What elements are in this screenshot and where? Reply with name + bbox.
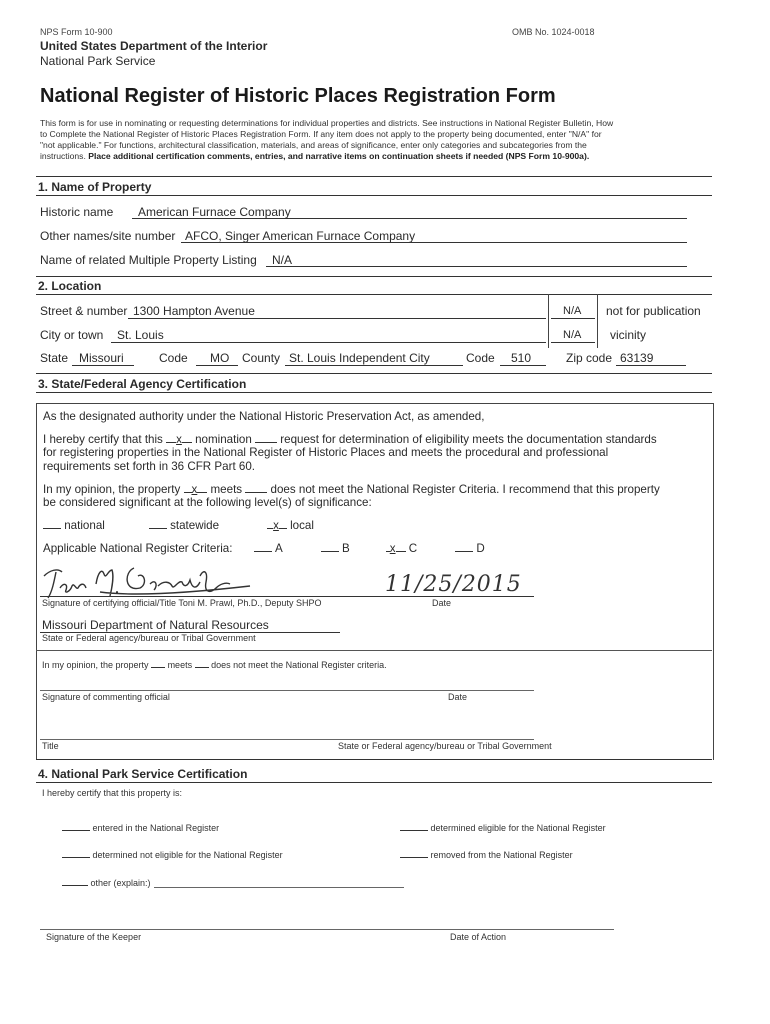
field-underline — [132, 218, 687, 219]
title-agency-caption: State or Federal agency/bureau or Tribal Government — [338, 741, 552, 751]
certify-text: request for determination of eligibility meets the documentation standards — [277, 433, 657, 446]
option-other-label: other (explain:) — [90, 878, 151, 888]
section-4-heading: 4. National Park Service Certification — [38, 767, 248, 781]
instructions-line: "not applicable." For functions, architectural classification, materials, and areas of significance, enter only categories and subcategories from the — [40, 140, 587, 150]
field-underline — [181, 242, 687, 243]
signature-line — [40, 739, 534, 740]
state-value: Missouri — [79, 351, 124, 365]
instructions-text: instructions. — [40, 151, 89, 161]
mpl-label: Name of related Multiple Property Listing — [40, 253, 257, 267]
omb-number: OMB No. 1024-0018 — [512, 27, 595, 37]
title-caption: Title — [42, 741, 59, 751]
meets-check: x — [191, 483, 198, 496]
divider — [36, 195, 712, 196]
criteria-c: C — [408, 542, 418, 555]
commenting-date-caption: Date — [448, 692, 468, 702]
date-of-action-caption: Date of Action — [450, 932, 507, 942]
field-underline — [551, 342, 595, 343]
certify-line-1 — [43, 432, 657, 447]
street-na: N/A — [563, 305, 582, 317]
opinion-text: does not meet the National Register Criteria. I recommend that this property — [267, 483, 660, 496]
divider — [36, 276, 712, 277]
certify-line-2: for registering properties in the National Register of Historic Places and meets the procedural and professional — [43, 446, 609, 459]
not-for-publication-label: not for publication — [606, 304, 701, 318]
divider — [36, 782, 712, 783]
city-na: N/A — [563, 329, 582, 341]
section-1-heading: 1. Name of Property — [38, 180, 152, 194]
column-divider — [597, 294, 598, 348]
vicinity-label: vicinity — [610, 328, 647, 342]
criteria-row — [43, 541, 485, 556]
instructions-bold-text: Place additional certification comments, entries, and narrative items on continuation sheets if needed (NPS Form 10-900a). — [88, 151, 590, 161]
option-removed-label: removed from the National Register — [430, 850, 573, 860]
column-divider — [548, 294, 549, 348]
certify-line-3: requirements set forth in 36 CFR Part 60. — [43, 460, 255, 473]
section-2-heading: 2. Location — [38, 279, 102, 293]
city-label: City or town — [40, 328, 104, 342]
state-label: State — [40, 351, 69, 365]
option-determined-not-eligible-label: determined not eligible for the National Register — [92, 850, 283, 860]
option-entered — [62, 822, 219, 833]
form-number: NPS Form 10-900 — [40, 27, 113, 37]
criteria-a: A — [275, 542, 283, 555]
option-entered-label: entered in the National Register — [92, 823, 220, 833]
divider — [36, 392, 712, 393]
criteria-b: B — [342, 542, 350, 555]
option-other — [62, 877, 151, 888]
street-label: Street & number — [40, 304, 128, 318]
signature-date: 11/25/2015 — [385, 572, 522, 597]
field-underline — [266, 266, 687, 267]
authority-statement: As the designated authority under the National Historic Preservation Act, as amended, — [43, 410, 485, 423]
commenting-text: does not meet the National Register criteria. — [208, 660, 387, 670]
level-national-label: national — [64, 519, 105, 532]
opinion-line-2: be considered significant at the following level(s) of significance: — [43, 496, 372, 509]
commenting-opinion — [42, 659, 387, 670]
opinion-text: In my opinion, the property — [43, 483, 184, 496]
option-removed — [400, 849, 573, 860]
criteria-c-check: x — [389, 542, 396, 555]
field-underline — [551, 318, 595, 319]
date-caption: Date — [432, 598, 452, 608]
divider — [36, 373, 712, 374]
option-determined-eligible — [400, 822, 606, 833]
field-underline — [111, 342, 546, 343]
county-value: St. Louis Independent City — [289, 351, 430, 365]
state-code-value: MO — [210, 351, 230, 365]
certify-text: nomination — [191, 433, 256, 446]
field-underline — [500, 365, 546, 366]
divider — [36, 294, 712, 295]
divider — [36, 759, 712, 760]
explain-line — [154, 887, 404, 888]
agency-name: Missouri Department of Natural Resources — [42, 618, 269, 632]
commenting-signature-caption: Signature of commenting official — [42, 692, 170, 702]
zip-label: Zip code — [566, 351, 613, 365]
historic-name-value: American Furnace Company — [138, 205, 291, 219]
field-underline — [285, 365, 463, 366]
opinion-line-1 — [43, 482, 660, 497]
field-underline — [128, 318, 546, 319]
option-determined-eligible-label: determined eligible for the National Register — [430, 823, 606, 833]
level-local-label: local — [290, 519, 314, 532]
divider — [36, 176, 712, 177]
nps-certify-text: I hereby certify that this property is: — [42, 788, 183, 798]
level-statewide-label: statewide — [170, 519, 220, 532]
zip-value: 63139 — [620, 351, 654, 365]
other-names-label: Other names/site number — [40, 229, 176, 243]
county-code-label: Code — [466, 351, 495, 365]
instructions-line — [40, 151, 720, 162]
signature-line — [40, 690, 534, 691]
county-code-value: 510 — [511, 351, 532, 365]
service-name: National Park Service — [40, 54, 156, 68]
option-determined-not-eligible — [62, 849, 283, 860]
criteria-d: D — [476, 542, 485, 555]
signature-line — [40, 929, 614, 930]
level-local-check: x — [273, 519, 279, 532]
significance-levels — [43, 518, 314, 533]
county-label: County — [242, 351, 281, 365]
commenting-text: In my opinion, the property — [42, 660, 152, 670]
signature-caption: Signature of certifying official/Title Toni M. Prawl, Ph.D., Deputy SHPO — [42, 598, 322, 608]
keeper-signature-caption: Signature of the Keeper — [46, 932, 142, 942]
street-value: 1300 Hampton Avenue — [133, 304, 255, 318]
state-code-label: Code — [159, 351, 188, 365]
agency-caption: State or Federal agency/bureau or Tribal Government — [42, 633, 256, 643]
certify-text: I hereby certify that this — [43, 433, 167, 446]
field-underline — [616, 365, 686, 366]
department-name: United States Department of the Interior — [40, 39, 268, 53]
commenting-text: meets — [165, 660, 195, 670]
section-3-heading: 3. State/Federal Agency Certification — [38, 377, 247, 391]
historic-name-label: Historic name — [40, 205, 114, 219]
criteria-label: Applicable National Register Criteria: — [43, 542, 233, 555]
instructions — [40, 118, 720, 162]
mpl-value: N/A — [272, 253, 293, 267]
signature-line — [40, 596, 534, 597]
page-title: National Register of Historic Places Registration Form — [40, 85, 556, 107]
opinion-text: meets — [207, 483, 246, 496]
nomination-check: x — [176, 433, 182, 446]
city-value: St. Louis — [117, 328, 164, 342]
instructions-line: to Complete the National Register of Historic Places Registration Form. If any item does not apply to the property being documented, enter "N/A" for — [40, 129, 602, 139]
field-underline — [196, 365, 238, 366]
field-underline — [72, 365, 134, 366]
instructions-line: This form is for use in nominating or requesting determinations for individual properties and districts. See instructions in National Register Bulletin, How — [40, 118, 614, 128]
divider — [36, 650, 712, 651]
other-names-value: AFCO, Singer American Furnace Company — [185, 229, 416, 243]
